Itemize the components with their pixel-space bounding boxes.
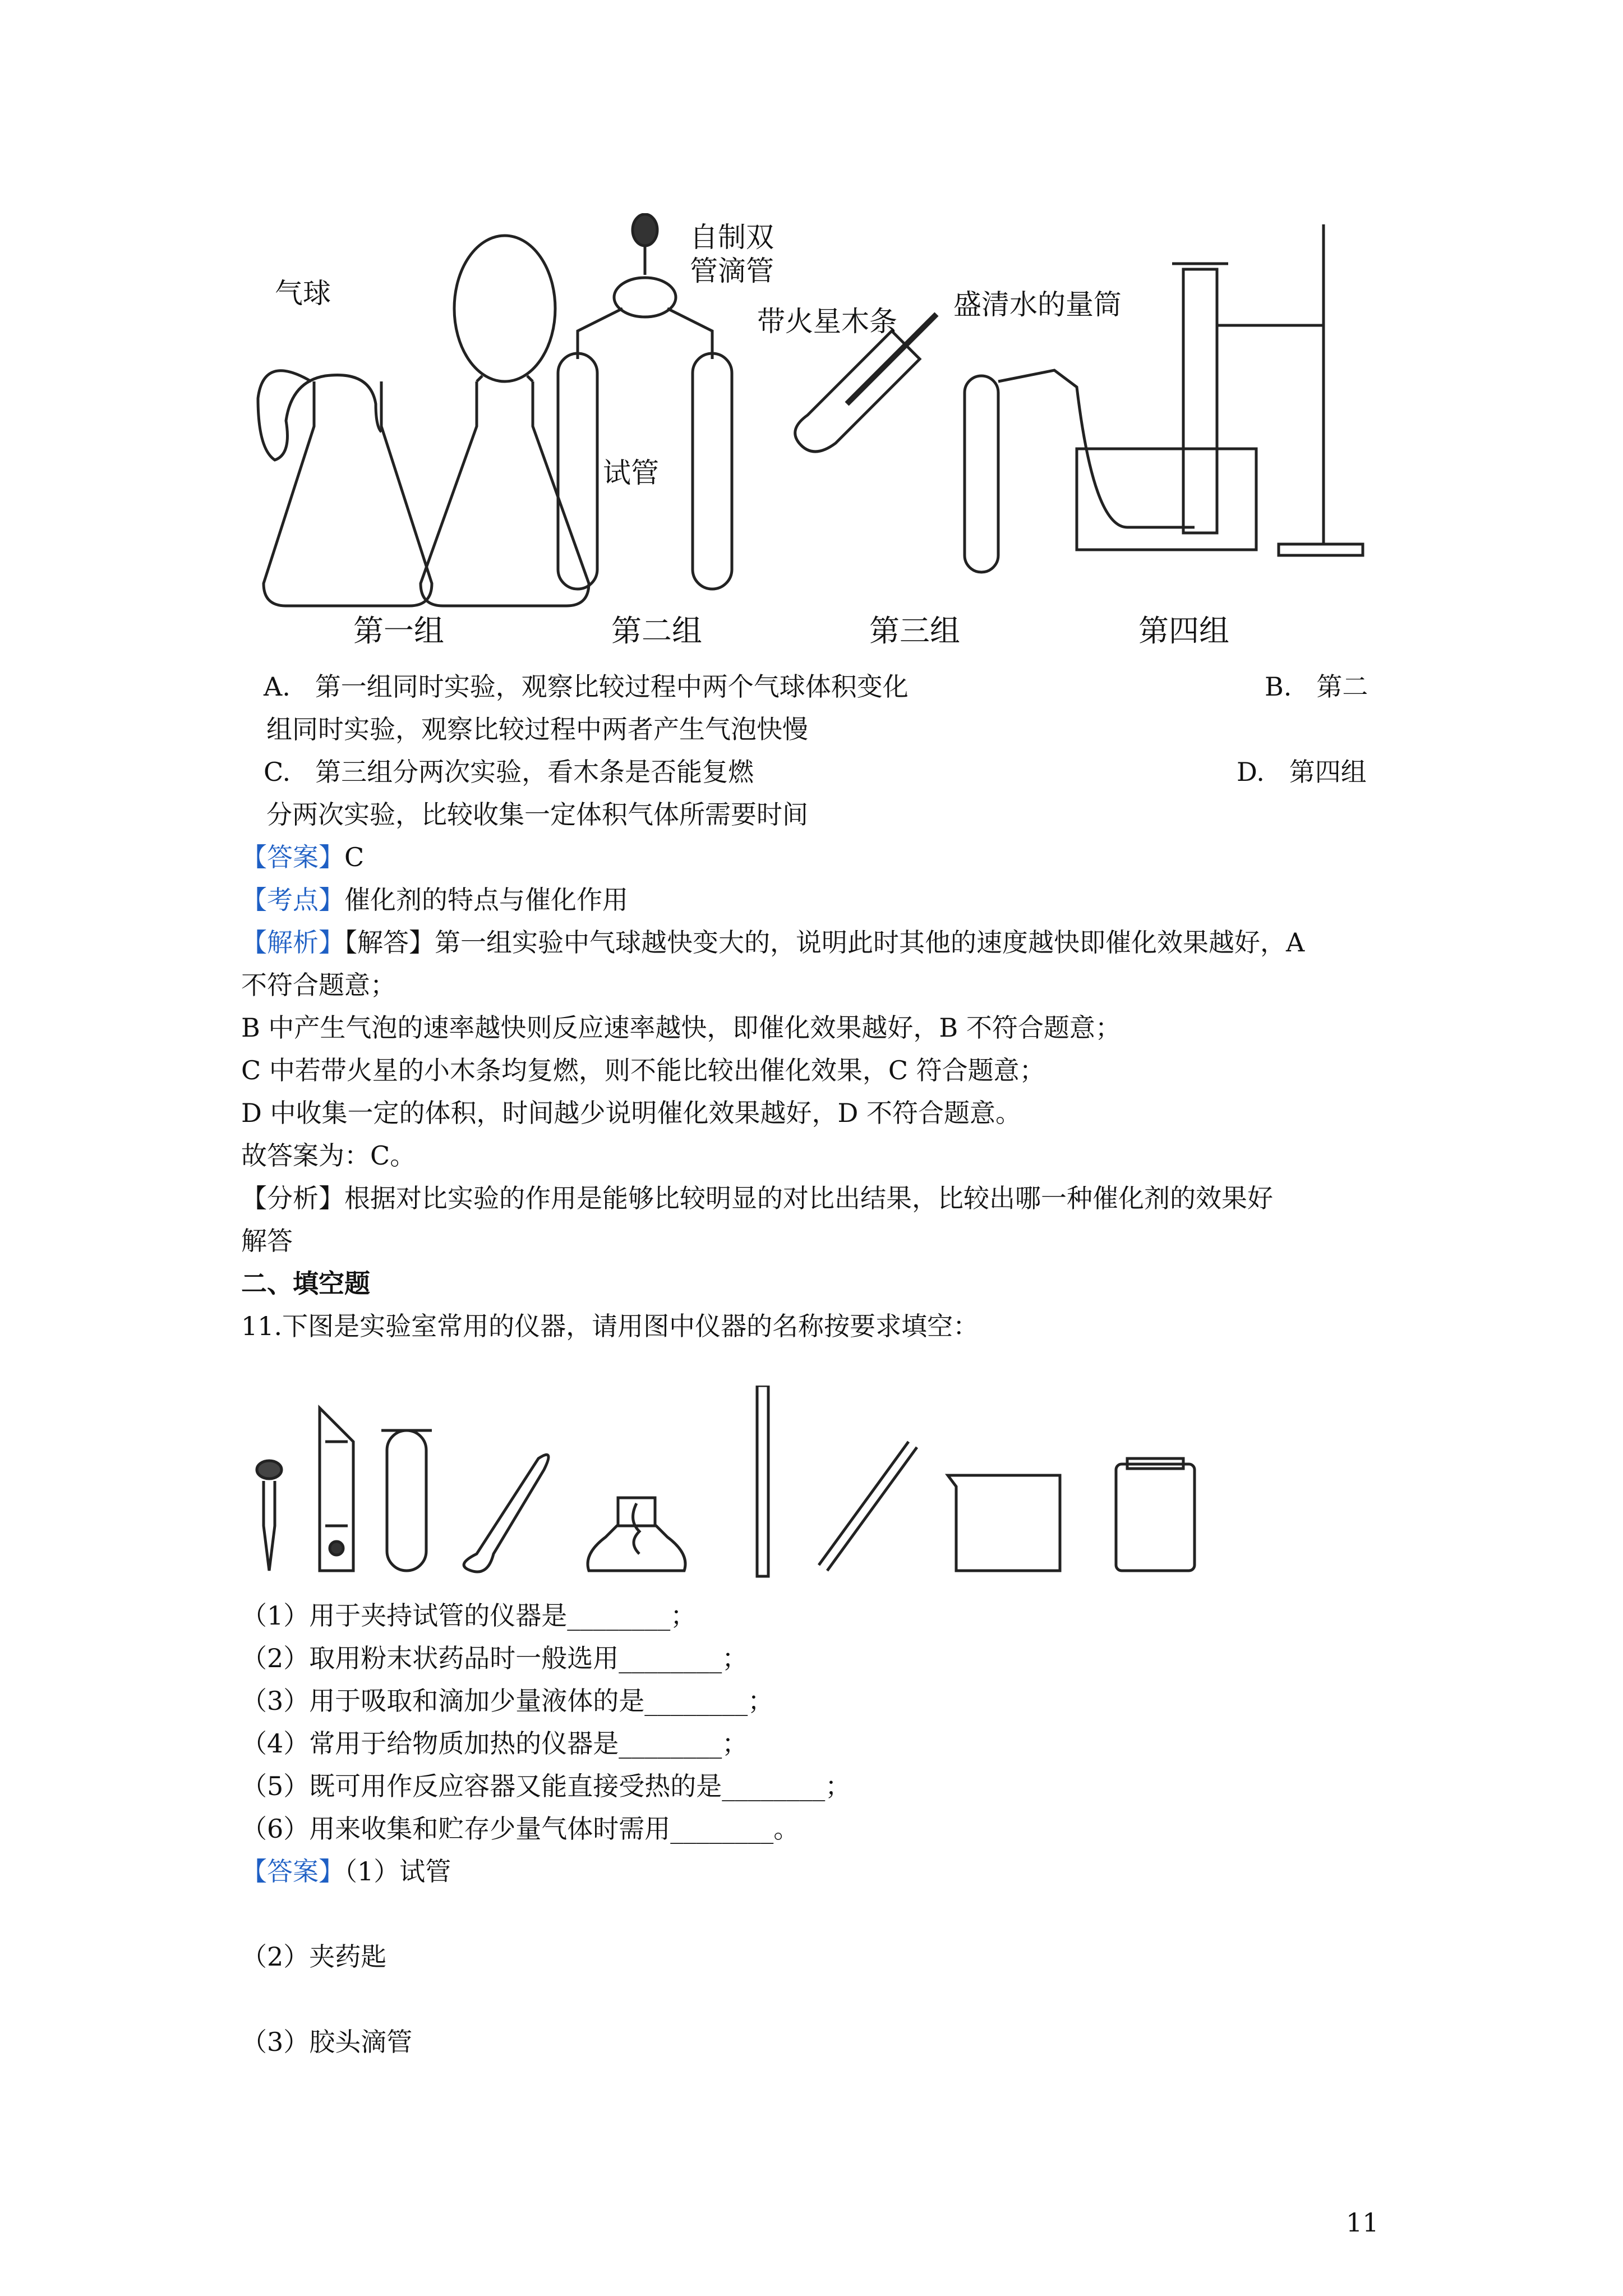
analysis-line-1: 【解析】【解答】第一组实验中气球越快变大的，说明此时其他的速度越快即催化效果越好，A: [241, 927, 1305, 958]
group-label-2: 第二组: [611, 613, 702, 648]
fill-item-2: （2）取用粉末状药品时一般选用________；: [241, 1643, 748, 1673]
tube-holder-instrument: [320, 1408, 353, 1571]
page-number: 11: [1346, 2207, 1379, 2238]
group-label-4: 第四组: [1138, 613, 1229, 648]
label-dropper: 自制双: [690, 221, 774, 254]
upright-balloon: [454, 236, 555, 381]
group-label-1: 第一组: [353, 613, 444, 648]
flask-1: [264, 381, 432, 606]
instruments-figure: [241, 1386, 1239, 1588]
option-c: C. 第三组分两次实验，看木条是否能复燃: [264, 757, 754, 787]
svg-text:管滴管: 管滴管: [690, 255, 774, 287]
fenxi-line-1: 【分析】根据对比实验的作用是能够比较明显的对比出结果，比较出哪一种催化剂的效果好: [241, 1183, 1273, 1213]
iron-stand: [1217, 224, 1363, 555]
beaker-instrument: [948, 1475, 1060, 1571]
answer-line: 【答案】C: [241, 842, 365, 872]
analysis-line-5: D 中收集一定的体积，时间越少说明催化效果越好，D 不符合题意。: [241, 1098, 1022, 1128]
label-balloon: 气球: [275, 277, 331, 310]
option-d-tail: 分两次实验，比较收集一定体积气体所需要时间: [266, 799, 808, 830]
gas-jar-instrument: [1116, 1458, 1195, 1571]
tweezers-instrument: [819, 1442, 917, 1571]
collection-tube: [965, 376, 998, 572]
measuring-cylinder: [1183, 269, 1217, 533]
point-line: 【考点】催化剂的特点与催化作用: [241, 885, 628, 915]
water-trough: [1077, 449, 1256, 550]
fill-item-4: （4）常用于给物质加热的仪器是________；: [241, 1728, 748, 1759]
answer11-line-3: （3）胶头滴管: [241, 2027, 413, 2057]
option-d-head: D. 第四组: [1237, 757, 1367, 787]
section-heading: 二、填空题: [241, 1268, 370, 1299]
analysis-line-3: B 中产生气泡的速率越快则反应速率越快，即催化效果越好，B 不符合题意；: [241, 1013, 1121, 1043]
fill-item-3: （3）用于吸取和滴加少量液体的是________；: [241, 1686, 774, 1716]
dropper-instrument: [257, 1461, 282, 1571]
analysis-line-6: 故答案为：C。: [241, 1140, 416, 1171]
label-splint: 带火星木条: [757, 305, 897, 338]
test-tube-right: [693, 353, 732, 589]
fenxi-line-2: 解答: [241, 1226, 293, 1256]
fill-item-6: （6）用来收集和贮存少量气体时需用________。: [241, 1814, 800, 1844]
flask-2: [421, 381, 589, 606]
q11-stem: 11.下图是实验室常用的仪器，请用图中仪器的名称按要求填空：: [241, 1311, 979, 1341]
label-cylinder: 盛清水的量筒: [953, 288, 1122, 321]
group-label-3: 第三组: [869, 613, 960, 648]
answer11-line-2: （2）夹药匙: [241, 1941, 387, 1972]
analysis-line-2: 不符合题意；: [241, 970, 396, 1000]
option-b-head: B. 第二: [1265, 671, 1368, 702]
option-b-tail: 组同时实验，观察比较过程中两者产生气泡快慢: [266, 714, 808, 744]
answer11-line-1: 【答案】（1）试管: [241, 1856, 451, 1887]
spoon-instrument: [464, 1455, 548, 1572]
test-tube-instrument: [387, 1430, 426, 1571]
experiment-figure: [241, 213, 1430, 639]
option-a: A. 第一组同时实验，观察比较过程中两个气球体积变化: [264, 671, 909, 702]
alcohol-lamp-instrument: [588, 1498, 685, 1571]
analysis-line-4: C 中若带火星的小木条均复燃，则不能比较出催化效果，C 符合题意；: [241, 1055, 1045, 1085]
label-tube: 试管: [603, 457, 659, 489]
fill-item-1: （1）用于夹持试管的仪器是________；: [241, 1600, 697, 1631]
fill-item-5: （5）既可用作反应容器又能直接受热的是________；: [241, 1771, 851, 1801]
glass-rod-instrument: [757, 1386, 768, 1576]
dropper-bulb: [633, 214, 657, 246]
bent-balloon: [258, 371, 381, 460]
